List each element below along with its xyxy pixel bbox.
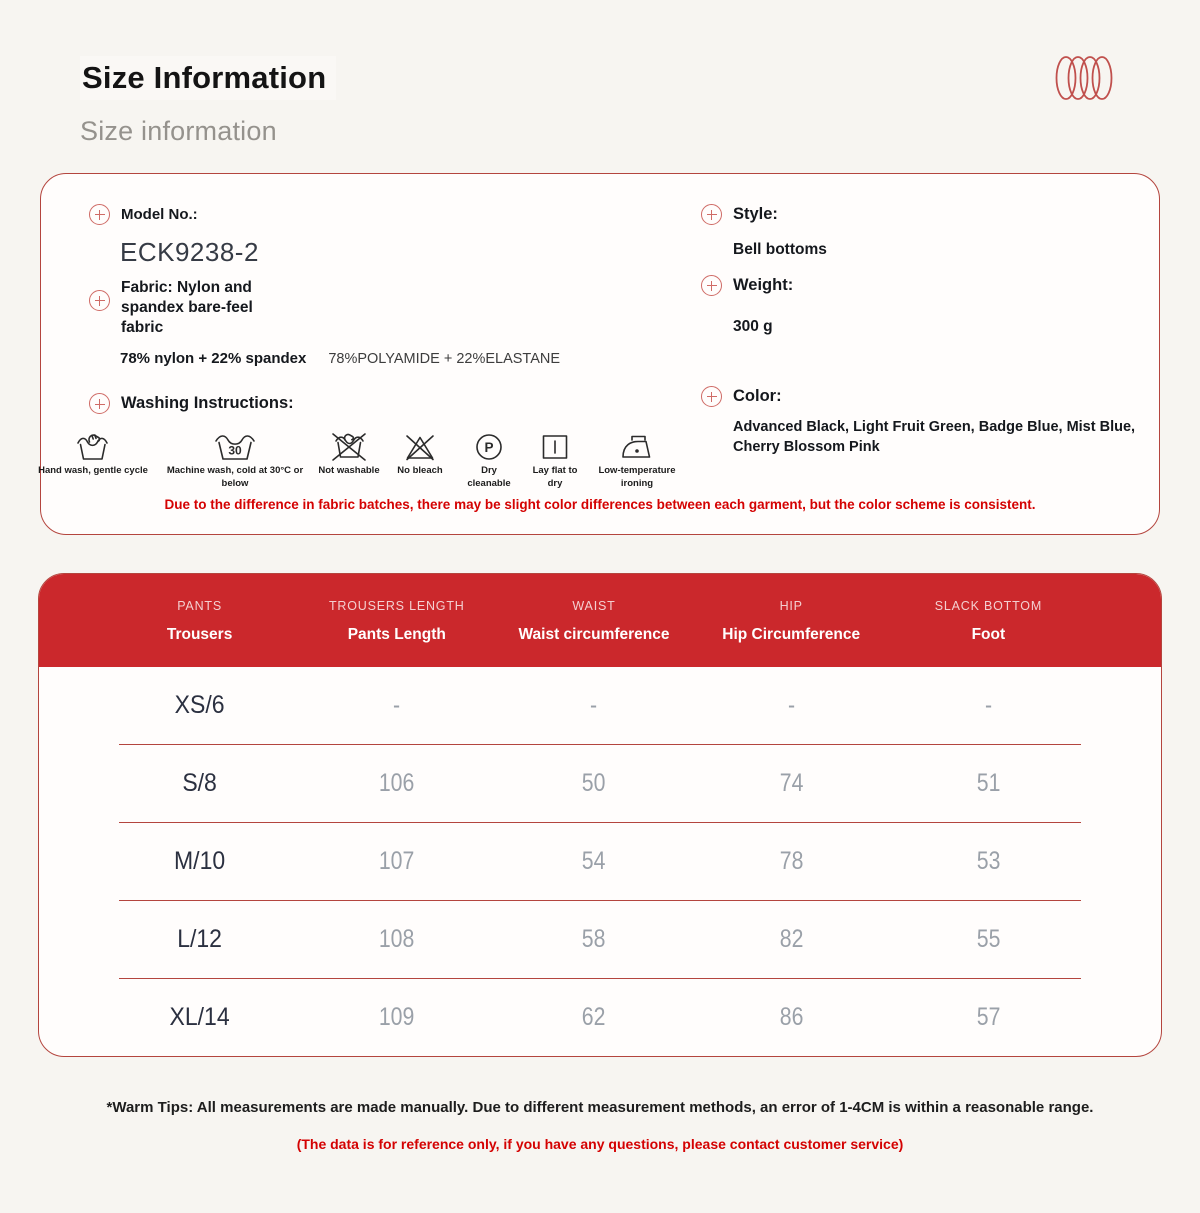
size-label: L/12 [177, 925, 222, 953]
table-row-s [39, 745, 1161, 822]
style-row [701, 204, 1158, 225]
table-row-m [39, 823, 1161, 900]
cell-value: 57 [976, 1003, 1001, 1031]
cell-value: 62 [582, 1003, 606, 1031]
model-label: Model No.: [121, 206, 198, 223]
col-header-sub: Foot [971, 626, 1006, 643]
col-header-en: TROUSERS LENGTH [328, 599, 465, 613]
wash-item [387, 430, 453, 478]
info-left-column [38, 204, 689, 491]
weight-value: 300 g [733, 318, 773, 335]
footer-notes [0, 1099, 1200, 1152]
cell-value: 53 [976, 847, 1001, 875]
cell-value: 108 [379, 925, 415, 953]
col-header-en: HIP [779, 599, 803, 613]
wash-item-label: Machine wash, cold at 30°C or below [166, 465, 304, 490]
cell-value: 58 [582, 925, 606, 953]
fabric-batch-disclaimer: Due to the difference in fabric batches, there may be slight color differences between each garment, but the color scheme is consistent. [164, 497, 1036, 512]
col-header-sub: Trousers [166, 626, 233, 643]
wash-item [159, 430, 311, 491]
color-label: Color: [733, 387, 782, 405]
col-header-en: PANTS [177, 599, 222, 613]
info-right-column [689, 204, 1158, 491]
plus-icon [701, 386, 722, 407]
wash-item-label: No bleach [397, 465, 443, 477]
cell-value: 55 [976, 925, 1001, 953]
cell-value: 78 [779, 847, 804, 875]
col-header-trousers-length [298, 599, 495, 644]
wash-item [459, 430, 519, 491]
machine-wash-30-icon [212, 430, 258, 462]
col-header-sub: Pants Length [347, 626, 446, 643]
col-header-en: SLACK BOTTOM [934, 599, 1043, 613]
plus-icon [701, 204, 722, 225]
size-label: XS/6 [174, 691, 225, 719]
product-info-card [40, 173, 1160, 535]
size-label: S/8 [182, 769, 217, 797]
cell-value: - [590, 691, 598, 719]
wash-item-label: Hand wash, gentle cycle [38, 465, 148, 477]
table-row-xs [39, 667, 1161, 744]
composition-bold: 78% nylon + 22% spandex [120, 350, 307, 368]
cell-value: 50 [582, 769, 606, 797]
col-header-slack-bottom [890, 599, 1087, 644]
cell-value: 82 [779, 925, 804, 953]
page-subtitle: Size information [80, 116, 277, 146]
wash-item [525, 430, 585, 491]
composition-row [120, 350, 689, 367]
col-header-pants [101, 599, 298, 644]
col-header-sub: Hip Circumference [722, 626, 861, 643]
washing-icons-row [33, 430, 689, 491]
svg-text:P: P [484, 440, 494, 456]
col-header-en: WAIST [572, 599, 616, 613]
plus-icon [701, 275, 722, 296]
cell-value: - [984, 691, 992, 719]
cell-value: 51 [976, 769, 1001, 797]
wash-item [33, 430, 153, 478]
wash-item-label: Dry cleanable [467, 465, 511, 490]
cell-value: 54 [582, 847, 606, 875]
plus-icon [89, 393, 110, 414]
size-table-header [39, 574, 1161, 667]
col-header-sub: Waist circumference [518, 626, 670, 643]
fabric-label: Fabric: Nylon and spandex bare-feel fabric [121, 279, 253, 337]
size-label: M/10 [174, 847, 226, 875]
cell-value: 109 [379, 1003, 415, 1031]
model-number: ECK9238-2 [120, 237, 259, 267]
size-table-card [38, 573, 1162, 1057]
size-label: XL/14 [169, 1003, 230, 1031]
washing-row [89, 393, 689, 414]
style-label: Style: [733, 205, 778, 223]
table-row-l [39, 901, 1161, 978]
fabric-row [89, 278, 689, 338]
cell-value: 86 [779, 1003, 804, 1031]
cell-value: 74 [779, 769, 804, 797]
cell-value: 107 [379, 847, 415, 875]
cell-value: - [393, 691, 401, 719]
lay-flat-dry-icon [540, 430, 570, 462]
page-header [0, 0, 1200, 147]
not-washable-icon [330, 430, 368, 462]
plus-icon [89, 290, 110, 311]
style-value: Bell bottoms [733, 241, 827, 258]
hand-wash-icon [75, 430, 111, 462]
reference-note: (The data is for reference only, if you have any questions, please contact customer service) [296, 1136, 904, 1152]
warm-tips-note: *Warm Tips: All measurements are made manually. Due to different measurement methods, an error of 1-4CM is within a reasonable range. [106, 1099, 1094, 1116]
composition-alt: 78%POLYAMIDE + 22%ELASTANE [328, 351, 561, 368]
cell-value: - [787, 691, 795, 719]
no-bleach-icon [402, 430, 438, 462]
weight-row [701, 275, 1158, 296]
color-value: Advanced Black, Light Fruit Green, Badge Blue, Mist Blue, Cherry Blossom Pink [733, 419, 1136, 456]
color-row [701, 386, 1158, 407]
cell-value: 106 [379, 769, 415, 797]
plus-icon [89, 204, 110, 225]
coil-logo-icon [1052, 50, 1118, 106]
col-header-hip [693, 599, 890, 644]
wash-item-label: Not washable [318, 465, 380, 477]
dry-cleanable-icon [474, 430, 504, 462]
size-table-body [39, 667, 1161, 1056]
page-title: Size Information [80, 56, 336, 100]
weight-label: Weight: [733, 276, 794, 294]
table-row-xl [39, 979, 1161, 1056]
low-temp-iron-icon [620, 430, 654, 462]
wash-item-label: Lay flat to dry [532, 465, 578, 490]
washing-label: Washing Instructions: [121, 394, 294, 413]
svg-text:30: 30 [228, 443, 242, 458]
wash-item [591, 430, 683, 491]
model-row [89, 204, 689, 225]
col-header-waist [495, 599, 692, 644]
wash-item-label: Low-temperature ironing [598, 465, 676, 490]
wash-item [317, 430, 381, 478]
